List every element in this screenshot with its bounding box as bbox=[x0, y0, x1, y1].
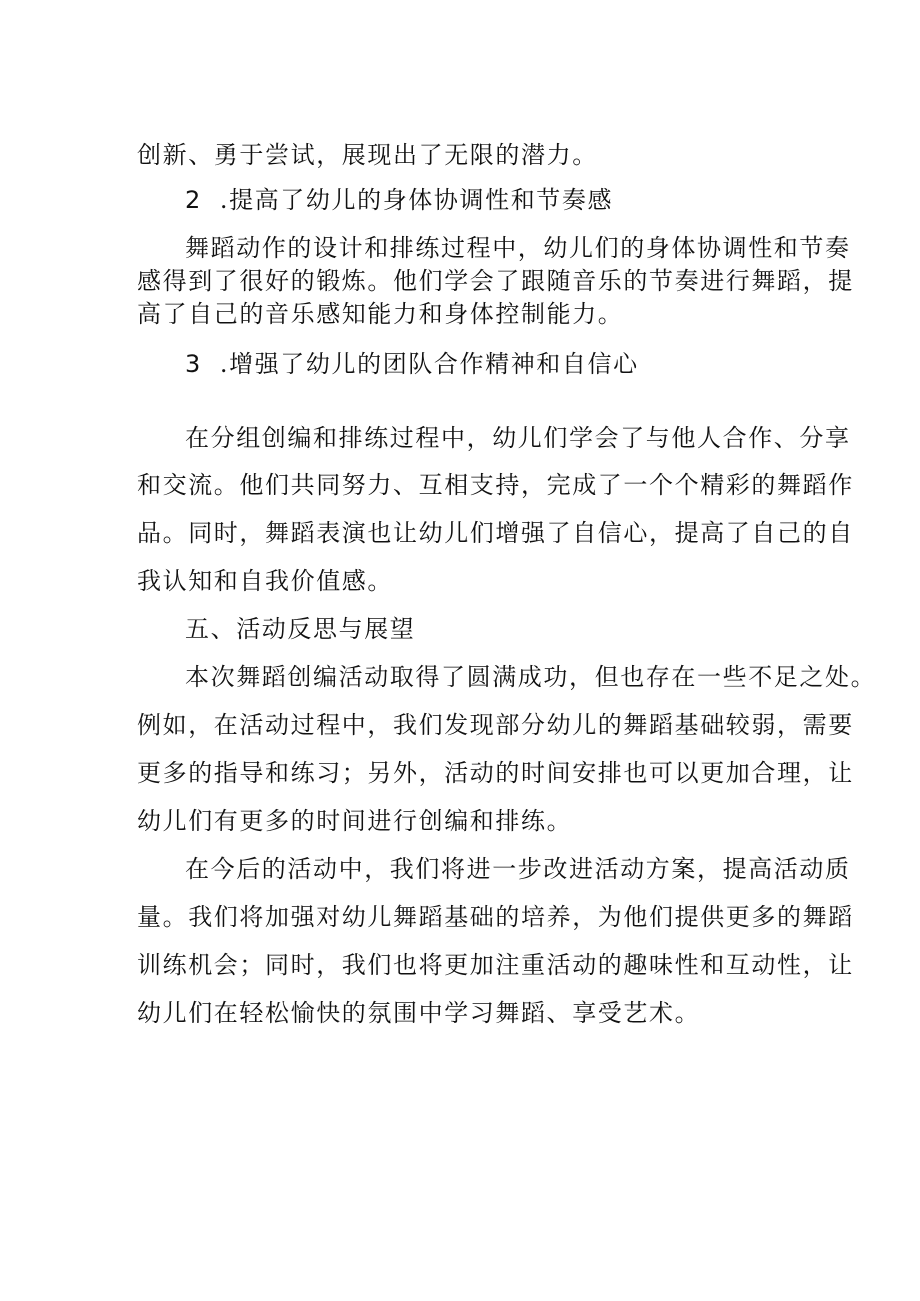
section-heading-5: 五、活动反思与展望 bbox=[185, 615, 416, 643]
paragraph-line: 舞蹈动作的设计和排练过程中，幼儿们的身体协调性和节奏 bbox=[185, 234, 851, 262]
paragraph-line: 在今后的活动中，我们将进一步改进活动方案，提高活动质 bbox=[185, 855, 851, 883]
paragraph-line: 幼儿们有更多的时间进行创编和排练。 bbox=[137, 807, 573, 835]
heading-text: .提高了幼儿的身体协调性和节奏感 bbox=[219, 186, 614, 214]
paragraph-line: 在分组创编和排练过程中，幼儿们学会了与他人合作、分享 bbox=[185, 424, 851, 452]
heading-number: 2 bbox=[185, 186, 202, 214]
paragraph-line: 感得到了很好的锻炼。他们学会了跟随音乐的节奏进行舞蹈，提 bbox=[137, 267, 854, 295]
paragraph-line: 和交流。他们共同努力、互相支持，完成了一个个精彩的舞蹈作 bbox=[137, 471, 854, 499]
paragraph-line: 创新、勇于尝试，展现出了无限的潜力。 bbox=[137, 141, 598, 169]
paragraph-line: 本次舞蹈创编活动取得了圆满成功，但也存在一些不足之处。 bbox=[185, 663, 877, 691]
paragraph-line: 品。同时，舞蹈表演也让幼儿们增强了自信心，提高了自己的自 bbox=[137, 519, 854, 547]
paragraph-line: 高了自己的音乐感知能力和身体控制能力。 bbox=[137, 300, 624, 328]
paragraph-line: 例如，在活动过程中，我们发现部分幼儿的舞蹈基础较弱，需要 bbox=[137, 711, 854, 739]
paragraph-line: 量。我们将加强对幼儿舞蹈基础的培养，为他们提供更多的舞蹈 bbox=[137, 903, 854, 931]
heading-text: .增强了幼儿的团队合作精神和自信心 bbox=[219, 350, 639, 378]
heading-number: 3 bbox=[185, 350, 202, 378]
section-heading-2 bbox=[185, 185, 613, 215]
section-heading-3 bbox=[185, 349, 639, 379]
paragraph-line: 幼儿们在轻松愉快的氛围中学习舞蹈、享受艺术。 bbox=[137, 999, 701, 1027]
paragraph-line: 我认知和自我价值感。 bbox=[137, 567, 393, 595]
paragraph-line: 更多的指导和练习；另外，活动的时间安排也可以更加合理，让 bbox=[137, 759, 854, 787]
paragraph-line: 训练机会；同时，我们也将更加注重活动的趣味性和互动性，让 bbox=[137, 951, 854, 979]
